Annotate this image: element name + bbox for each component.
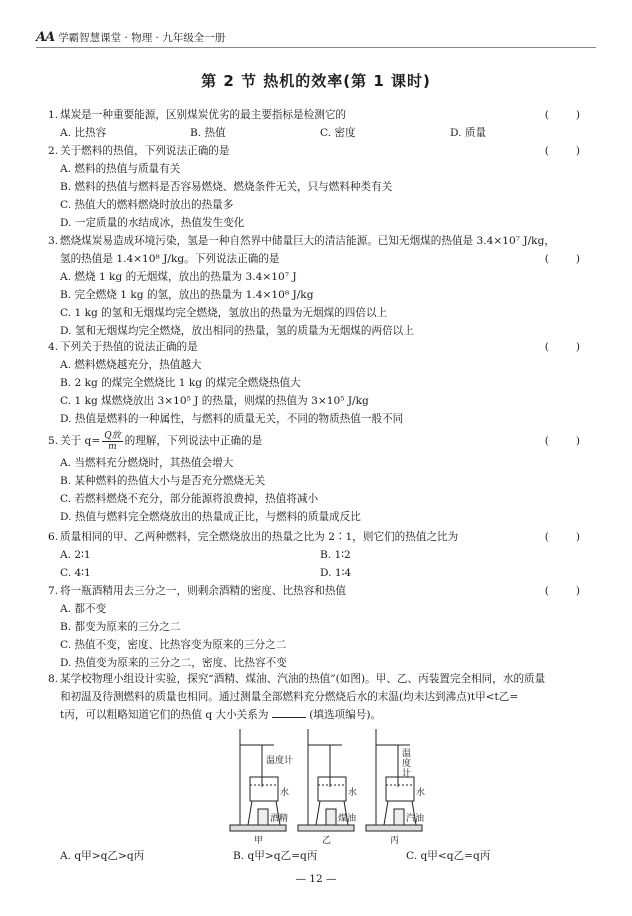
option-b: B. 完全燃烧 1 kg 的氢，放出的热量为 1.4×10⁸ J/kg: [60, 289, 314, 301]
question-stem: [48, 428, 580, 454]
question-stem: [48, 582, 580, 600]
stem-text: 燃烧煤炭易造成环境污染，氢是一种自然界中储量巨大的清洁能源。已知无烟煤的热值是 3.4×10⁷ J/kg，: [60, 235, 555, 247]
question-stem: [48, 338, 580, 356]
question-stem-cont: [60, 688, 580, 706]
question-stem: [48, 232, 580, 250]
thermometer-label-2: 温度计: [402, 749, 412, 779]
option-d: D. 热值变为原来的三分之二，密度、比热容不变: [60, 657, 287, 669]
series-title: 学霸智慧课堂 · 物理 · 九年级全一册: [58, 32, 226, 44]
stem-text: t丙，可以粗略知道它们的热值 q 大小关系为: [60, 709, 269, 721]
option-a: A. 燃烧 1 kg 的无烟煤，放出的热量为 3.4×10⁷ J: [60, 271, 297, 283]
stem-text: 氢的热值是 1.4×10⁸ J/kg。下列说法正确的是: [60, 253, 280, 265]
header-divider: [36, 47, 596, 48]
page-header: [36, 30, 225, 45]
option-a: A. 2∶1: [60, 549, 91, 561]
option-c: C. 密度: [320, 127, 356, 139]
question-8-options: [60, 847, 580, 865]
question-5: [48, 428, 580, 526]
apparatus-diagram: [226, 725, 426, 847]
question-stem-cont: [60, 250, 580, 268]
caption-1: 甲: [254, 836, 264, 846]
option-d: D. 质量: [450, 127, 487, 139]
question-number: 4.: [48, 341, 59, 353]
answer-bracket: ( ): [544, 435, 580, 447]
option-c: C. 热值不变，密度、比热容变为原来的三分之二: [60, 639, 287, 651]
option-c: C. q甲<q乙=q丙: [406, 850, 491, 862]
answer-blank[interactable]: [272, 706, 306, 718]
question-number: 2.: [48, 145, 59, 157]
question-number: 5.: [48, 435, 59, 447]
stem-text: 下列关于热值的说法正确的是: [60, 341, 198, 353]
question-stem: [48, 106, 580, 124]
question-number: 8.: [48, 673, 59, 685]
experiment-figure: [226, 725, 426, 847]
question-1: [48, 106, 580, 142]
thermometer-label-1: 温度计: [266, 756, 294, 766]
publisher-logo: AA: [36, 30, 55, 45]
water-label-2: 水: [348, 788, 358, 798]
caption-3: 丙: [390, 836, 400, 846]
option-a: A. 燃料燃烧越充分，热值越大: [60, 359, 202, 371]
fuel-label-2: 煤油: [338, 814, 357, 824]
question-3: [48, 232, 580, 340]
section-title: 第 2 节 热机的效率(第 1 课时): [201, 72, 431, 90]
question-stem: [48, 142, 580, 160]
option-a: A. 比热容: [60, 127, 107, 139]
question-number: 7.: [48, 585, 59, 597]
stem-text: (填选项编号)。: [309, 709, 382, 721]
water-label-1: 水: [280, 788, 290, 798]
answer-bracket: ( ): [544, 109, 580, 121]
fuel-label-3: 汽油: [406, 814, 425, 824]
question-stem: [48, 670, 580, 688]
option-b: B. q甲>q乙=q丙: [233, 850, 318, 862]
question-2: [48, 142, 580, 232]
formula-fraction: [102, 431, 122, 452]
option-d: D. 热值是燃料的一种属性，与燃料的质量无关，不同的物质热值一般不同: [60, 413, 404, 425]
option-c: C. 若燃料燃烧不充分，部分能源将浪费掉，热值将减小: [60, 493, 319, 505]
option-d: D. 1∶4: [320, 567, 352, 579]
question-4: [48, 338, 580, 428]
option-b: B. 热值: [190, 127, 226, 139]
stem-text: 煤炭是一种重要能源，区别煤炭优劣的最主要指标是检测它的: [60, 109, 347, 121]
question-stem-cont: [60, 706, 580, 724]
option-c: C. 1 kg 煤燃烧放出 3×10⁵ J 的热量，则煤的热值为 3×10⁵ J/kg: [60, 395, 369, 407]
stem-text: 质量相同的甲、乙两种燃料，完全燃烧放出的热量之比为 2∶1，则它们的热值之比为: [60, 531, 459, 543]
option-d: D. 氢和无烟煤均完全燃烧，放出相同的热量，氢的质量为无烟煤的两倍以上: [60, 325, 414, 337]
option-a: A. 燃料的热值与质量有关: [60, 163, 181, 175]
option-c: C. 1 kg 的氢和无烟煤均完全燃烧，氢放出的热量为无烟煤的四倍以上: [60, 307, 388, 319]
option-c: C. 热值大的燃料燃烧时放出的热量多: [60, 199, 234, 211]
fraction-denominator: m: [108, 441, 117, 452]
question-number: 3.: [48, 235, 59, 247]
option-a: A. q甲>q乙>q丙: [60, 850, 145, 862]
option-b: B. 2 kg 的煤完全燃烧比 1 kg 的煤完全燃烧热值大: [60, 377, 301, 389]
question-7: [48, 582, 580, 672]
option-a: A. 都不变: [60, 603, 107, 615]
question-8: [48, 670, 580, 724]
page-number: — 12 —: [295, 873, 337, 885]
question-number: 6.: [48, 531, 59, 543]
option-b: B. 某种燃料的热值大小与是否充分燃烧无关: [60, 475, 266, 487]
option-d: D. 一定质量的水结成冰，热值发生变化: [60, 217, 245, 229]
option-b: B. 都变为原来的三分之二: [60, 621, 181, 633]
answer-bracket: ( ): [544, 253, 580, 265]
answer-bracket: ( ): [544, 145, 580, 157]
option-c: C. 4∶1: [60, 567, 91, 579]
stem-text: 某学校物理小组设计实验，探究“酒精、煤油、汽油的热值”(如图)。甲、乙、丙装置完全相同，水的质量: [60, 673, 546, 685]
question-number: 1.: [48, 109, 59, 121]
stem-text: 的理解，下列说法中正确的是: [124, 435, 263, 447]
option-b: B. 燃料的热值与燃料是否容易燃烧、燃烧条件无关，只与燃料种类有关: [60, 181, 393, 193]
stem-text: 和初温及待测燃料的质量也相同。通过测量全部燃料充分燃烧后水的末温(均未达到沸点)t甲<t乙=: [60, 691, 519, 703]
stem-text: 将一瓶酒精用去三分之一，则剩余酒精的密度、比热容和热值: [60, 585, 347, 597]
option-b: B. 1∶2: [320, 549, 351, 561]
question-stem: [48, 528, 580, 546]
answer-bracket: ( ): [544, 531, 580, 543]
fraction-numerator: Q放: [104, 430, 121, 441]
answer-bracket: ( ): [544, 585, 580, 597]
fuel-label-1: 酒精: [270, 814, 289, 824]
stem-text: 关于燃料的热值，下列说法正确的是: [60, 145, 230, 157]
answer-bracket: ( ): [544, 341, 580, 353]
water-label-3: 水: [416, 788, 426, 798]
option-d: D. 热值与燃料完全燃烧放出的热量成正比，与燃料的质量成反比: [60, 511, 361, 523]
option-a: A. 当燃料充分燃烧时，其热值会增大: [60, 457, 234, 469]
caption-2: 乙: [322, 836, 332, 846]
stem-text: 关于 q=: [60, 435, 101, 447]
question-6: [48, 528, 580, 582]
